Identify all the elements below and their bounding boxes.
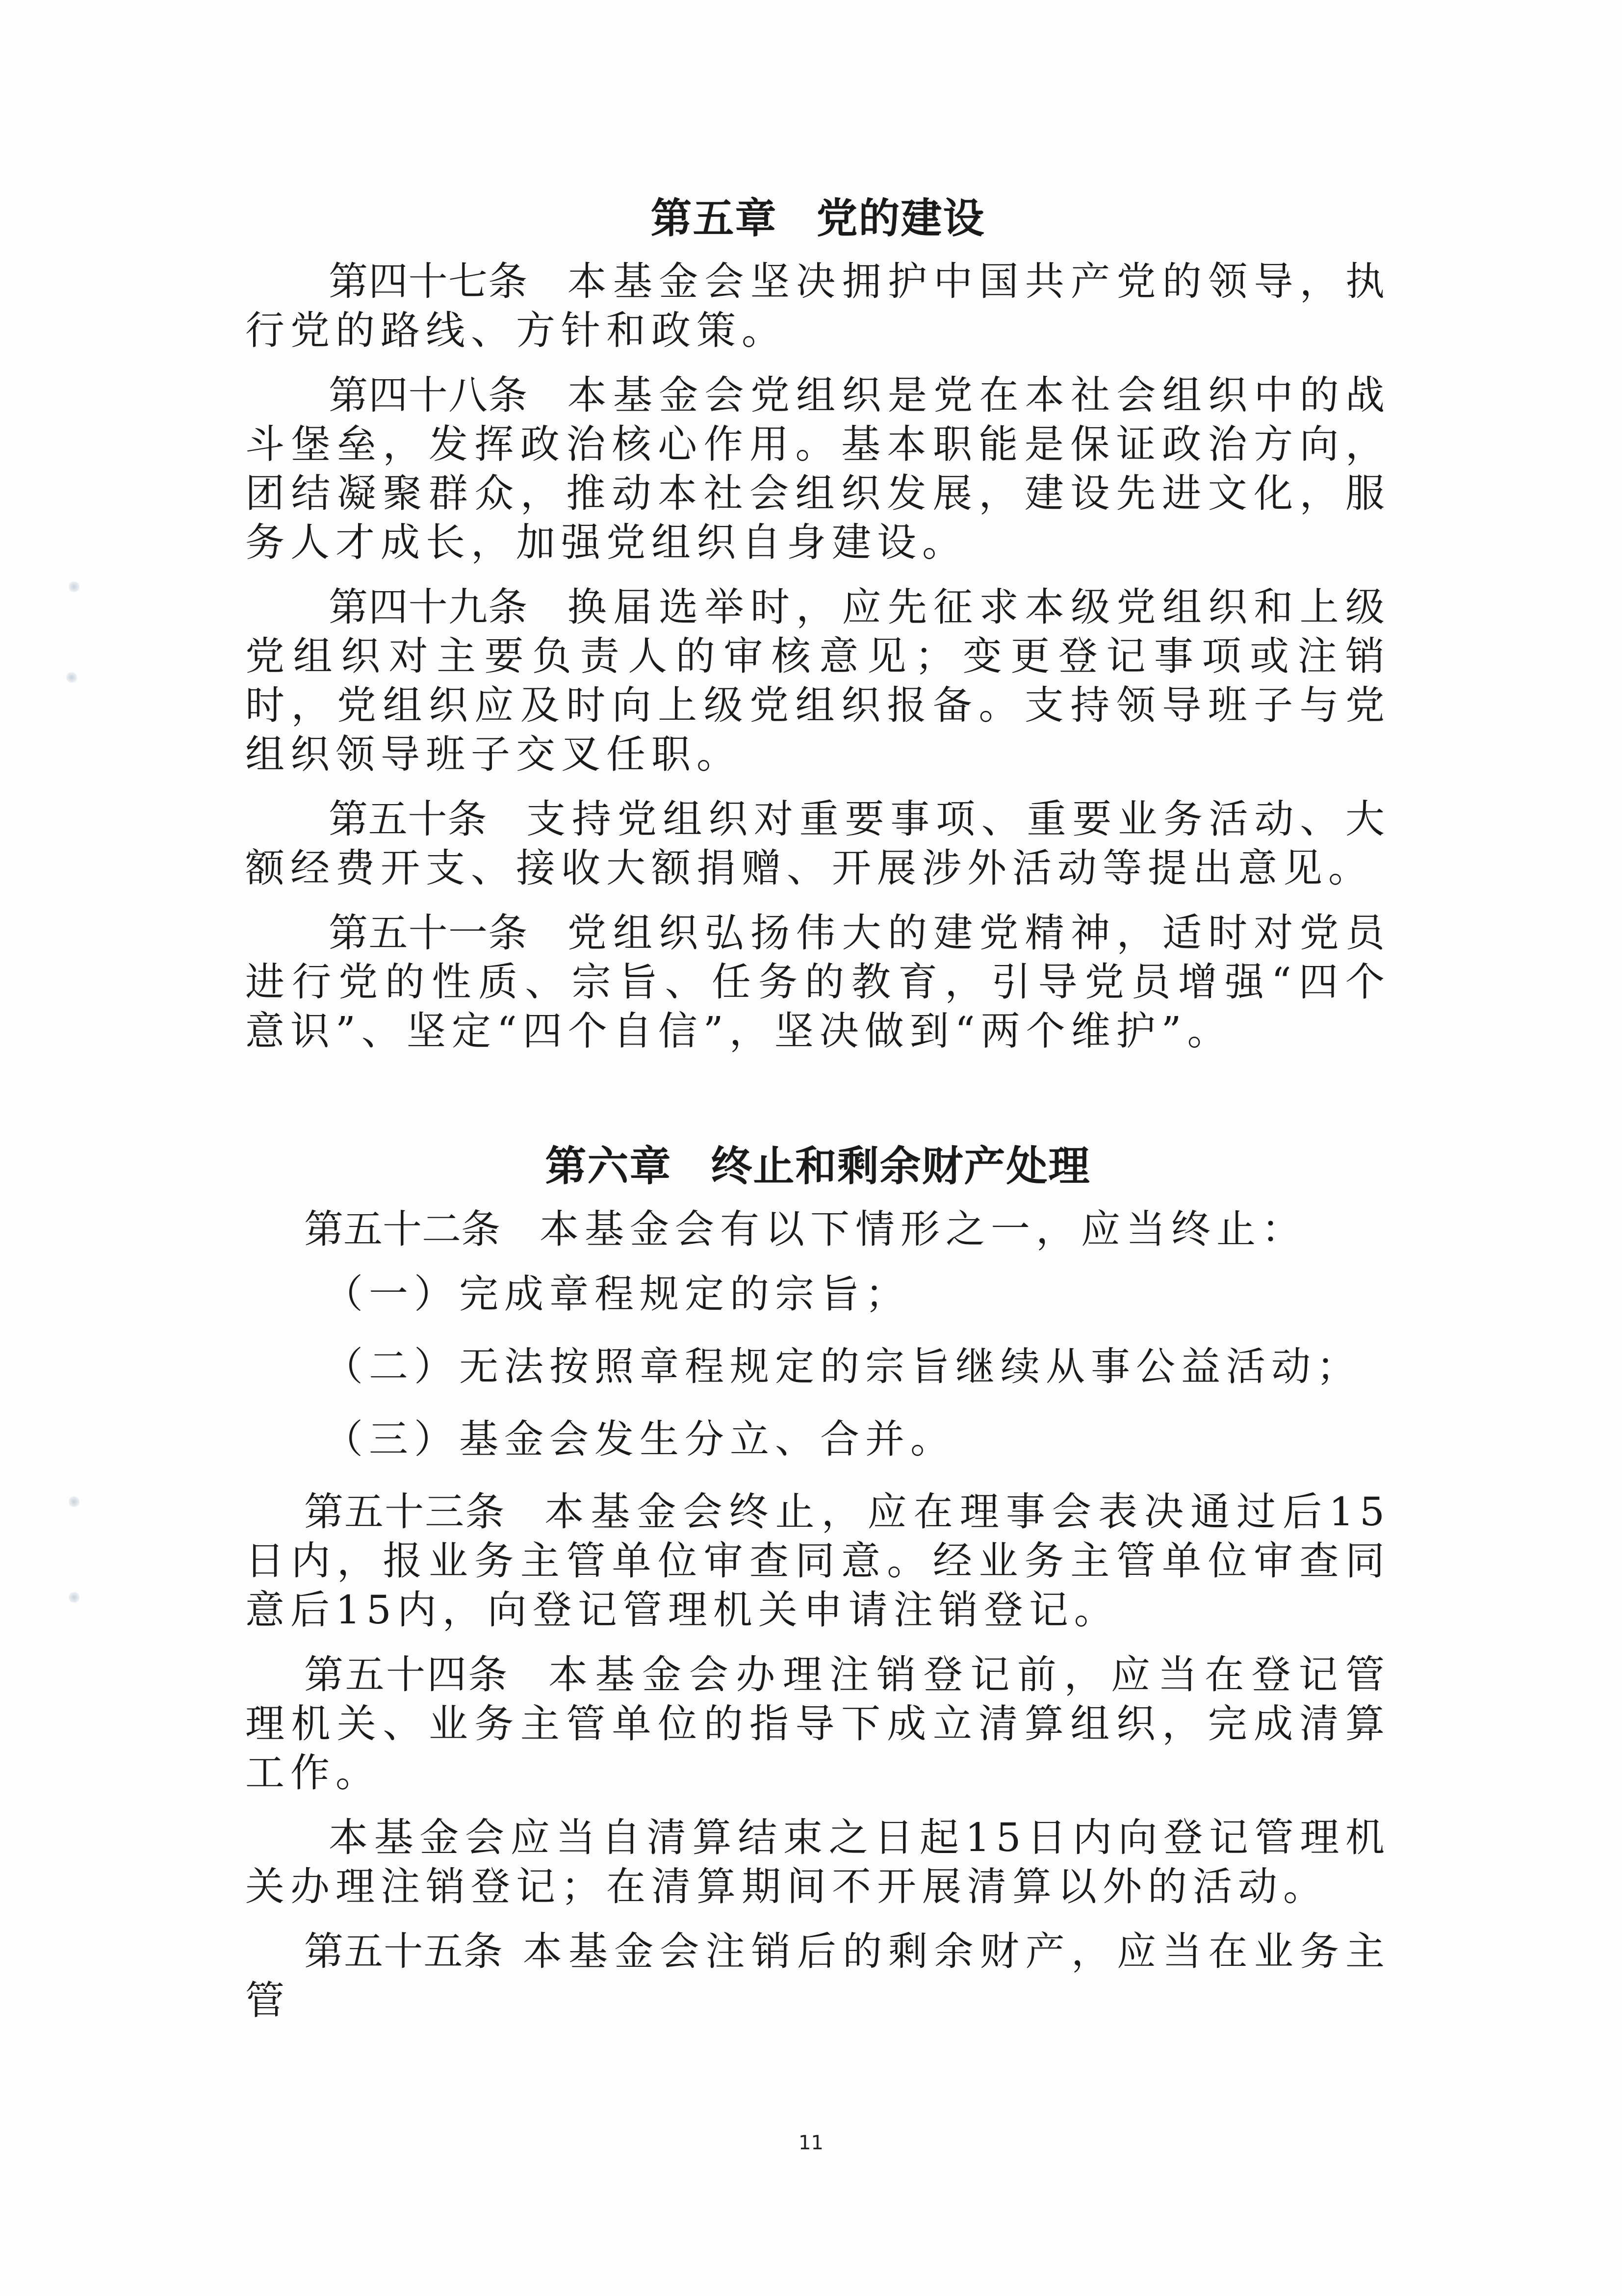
article-text: 本基金会坚决拥护中国共产党的领导，执行党的路线、方针和政策。 [245, 259, 1391, 353]
article-number: 第五十一条 [329, 910, 528, 956]
article-number: 第五十二条 [304, 1206, 500, 1252]
chapter-number: 第六章 [545, 1142, 672, 1190]
article-49 [245, 583, 1390, 779]
article-number: 第四十九条 [329, 584, 528, 630]
chapter-number: 第五章 [650, 194, 777, 242]
article-number: 第五十五条 [304, 1929, 503, 1974]
chapter-name: 终止和剩余财产处理 [711, 1142, 1091, 1190]
chapter-6-title [245, 1139, 1390, 1193]
article-51 [245, 909, 1390, 1056]
article-54 [245, 1650, 1390, 1798]
list-item: （三）基金会发生分立、合并。 [324, 1416, 955, 1462]
chapter-name: 党的建设 [816, 194, 985, 242]
article-text: 本基金会有以下情形之一，应当终止： [540, 1206, 1307, 1252]
list-item: （一）完成章程规定的宗旨； [324, 1271, 910, 1317]
article-55 [245, 1927, 1390, 2025]
article-54-continuation: 本基金会应当自清算结束之日起15日内向登记管理机关办理注销登记；在清算期间不开展清算以外的活动。 [245, 1815, 1390, 1909]
article-text: 本基金会党组织是党在本社会组织中的战斗堡垒，发挥政治核心作用。基本职能是保证政治方向，团结凝聚群众，推动本社会组织发展，建设先进文化，服务人才成长，加强党组织自身建设。 [245, 372, 1391, 565]
article-number: 第五十三条 [304, 1489, 506, 1535]
article-52 [245, 1205, 1390, 1254]
article-48 [245, 371, 1390, 567]
article-text: 支持党组织对重要事项、重要业务活动、大额经费开支、接收大额捐赠、开展涉外活动等提出意见。 [245, 796, 1391, 891]
article-text: 本基金会办理注销登记前，应当在登记管理机关、业务主管单位的指导下成立清算组织，完成清算工作。 [245, 1652, 1391, 1796]
article-text: 本基金会注销后的剩余财产，应当在业务主管 [245, 1929, 1391, 2023]
article-number: 第五十四条 [304, 1652, 509, 1697]
scan-artifact-mark [69, 581, 79, 592]
chapter-5-title [245, 191, 1390, 245]
article-number: 第五十条 [329, 796, 488, 842]
scan-artifact-mark [69, 1592, 79, 1603]
article-number: 第四十八条 [329, 372, 528, 418]
article-text: 党组织弘扬伟大的建党精神，适时对党员进行党的性质、宗旨、任务的教育，引导党员增强“四个意识”、坚定“四个自信”，坚决做到“两个维护”。 [245, 910, 1391, 1054]
article-47 [245, 257, 1390, 355]
article-number: 第四十七条 [329, 259, 528, 304]
article-text: 换届选举时，应先征求本级党组织和上级党组织对主要负责人的审核意见；变更登记事项或注销时，党组织应及时向上级党组织报备。支持领导班子与党组织领导班子交叉任职。 [245, 584, 1391, 777]
article-50 [245, 795, 1390, 893]
document-body [245, 191, 1390, 2041]
list-item: （二）无法按照章程规定的宗旨继续从事公益活动； [324, 1344, 1362, 1389]
scan-artifact-mark [66, 672, 77, 683]
article-text: 本基金会终止，应在理事会表决通过后15日内，报业务主管单位审查同意。经业务主管单位审查同意后15内，向登记管理机关申请注销登记。 [245, 1489, 1391, 1633]
article-53 [245, 1487, 1390, 1635]
page-number: 11 [798, 2132, 824, 2154]
scan-artifact-mark [69, 1496, 79, 1507]
